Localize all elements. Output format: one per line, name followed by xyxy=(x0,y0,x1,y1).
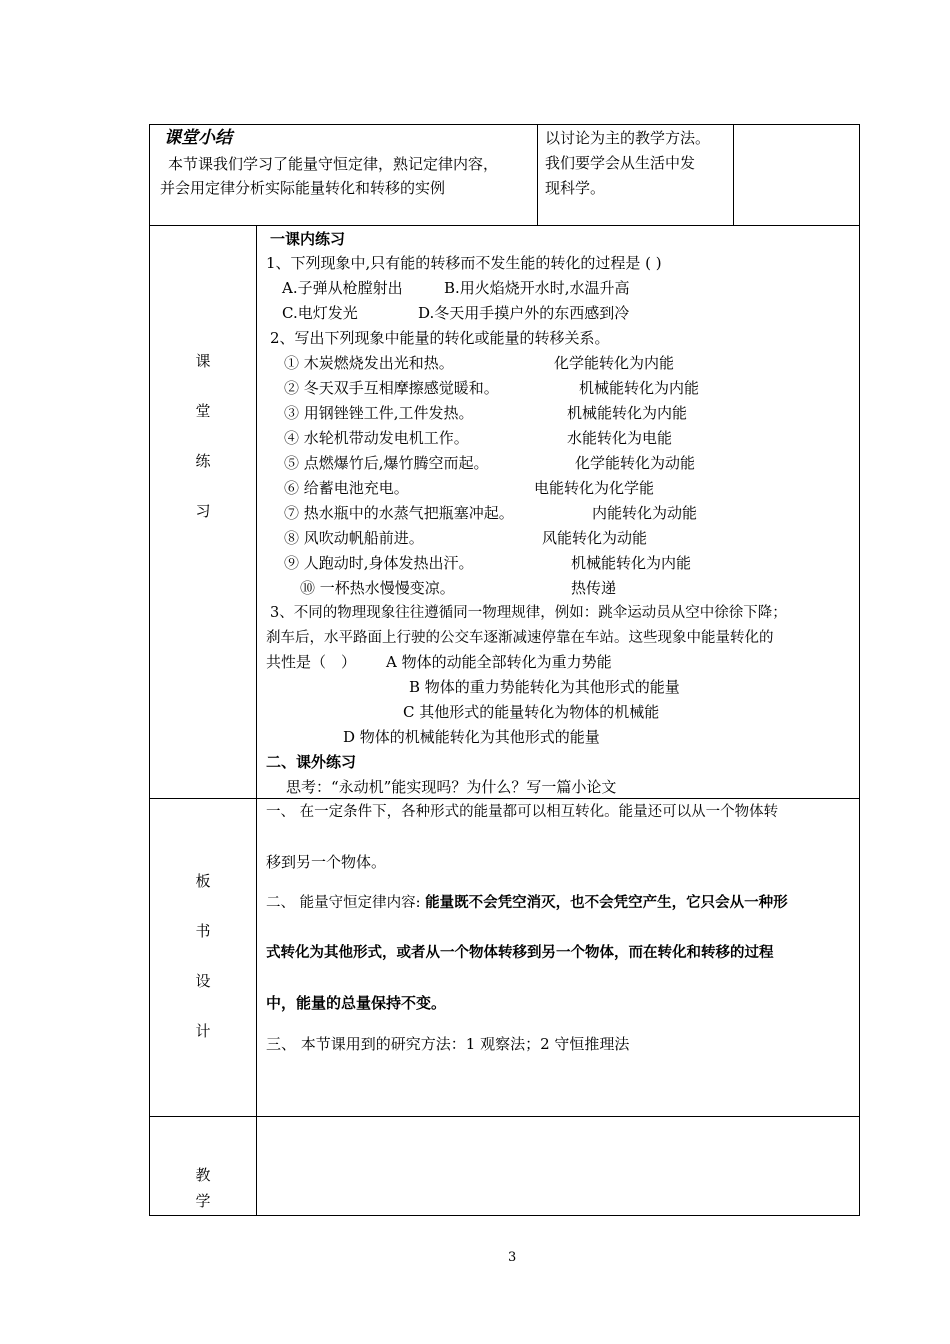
q2-item: ⑥ 给蓄电池充电。 xyxy=(284,479,409,497)
q2-answer: 化学能转化为内能 xyxy=(554,354,675,372)
q1-option-a: A.子弹从枪膛射出 xyxy=(282,279,403,297)
q2-answer: 水能转化为电能 xyxy=(567,429,673,447)
practice-label-char: 堂 xyxy=(195,402,211,420)
board-label-char: 计 xyxy=(195,1022,211,1040)
q3-line-2: 刹车后，水平路面上行驶的公交车逐渐减速停靠在车站。这些现象中能量转化的 xyxy=(266,630,774,646)
board-p2-prefix: 二、 能量守恒定律内容: xyxy=(266,895,426,911)
q2-item: ⑨ 人跑动时,身体发热出汗。 xyxy=(284,554,474,572)
q2-answer: 电能转化为化学能 xyxy=(534,479,655,497)
q2-answer: 内能转化为动能 xyxy=(592,504,698,522)
reflection-label-char: 教 xyxy=(195,1166,211,1184)
q1-option-c: C.电灯发光 xyxy=(282,304,358,322)
summary-line-2: 并会用定律分析实际能量转化和转移的实例 xyxy=(160,179,446,197)
q2-item: ⑧ 风吹动帆船前进。 xyxy=(284,529,424,547)
section1-title: 一课内练习 xyxy=(270,230,346,248)
practice-label-char: 习 xyxy=(195,502,211,520)
q2-item: ⑩ 一杯热水慢慢变凉。 xyxy=(300,579,455,597)
board-p2-line-2: 式转化为其他形式，或者从一个物体转移到另一个物体，而在转化和转移的过程 xyxy=(266,944,774,961)
q2-answer: 机械能转化为内能 xyxy=(579,379,700,397)
q2-answer: 热传递 xyxy=(571,579,617,597)
q3-option-a: A 物体的动能全部转化为重力势能 xyxy=(386,653,612,671)
board-p2-line-1 xyxy=(266,893,788,913)
q3-line-1: 3、不同的物理现象往往遵循同一物理规律，例如：跳伞运动员从空中徐徐下降； xyxy=(270,605,787,621)
q3-option-c: C 其他形式的能量转化为物体的机械能 xyxy=(403,703,660,721)
q1-option-b: B.用火焰烧开水时,水温升高 xyxy=(444,279,630,297)
practice-label-char: 练 xyxy=(195,452,211,470)
q2-answer: 机械能转化为内能 xyxy=(567,404,688,422)
q1-stem: 1、下列现象中,只有能的转移而不发生能的转化的过程是 ( ) xyxy=(266,254,662,272)
reflection-label-char: 学 xyxy=(195,1192,211,1210)
think-prompt: 思考：“永动机”能实现吗？为什么？写一篇小论文 xyxy=(286,778,617,796)
board-p1-line-1: 一、 在一定条件下，各种形式的能量都可以相互转化。能量还可以从一个物体转 xyxy=(266,804,779,820)
q2-item: ③ 用钢锉锉工件,工件发热。 xyxy=(284,404,474,422)
board-label-char: 设 xyxy=(195,972,211,990)
q2-item: ⑦ 热水瓶中的水蒸气把瓶塞冲起。 xyxy=(284,504,514,522)
practice-label-char: 课 xyxy=(195,352,211,370)
board-p1-line-2: 移到另一个物体。 xyxy=(266,853,387,871)
q2-item: ① 木炭燃烧发出光和热。 xyxy=(284,354,454,372)
method-line-2: 我们要学会从生活中发 xyxy=(545,154,696,172)
section2-title: 二、课外练习 xyxy=(266,753,357,771)
q2-answer: 风能转化为动能 xyxy=(542,529,648,547)
board-p2-line-3: 中，能量的总量保持不变。 xyxy=(266,994,447,1012)
q2-answer: 机械能转化为内能 xyxy=(571,554,692,572)
method-line-1: 以讨论为主的教学方法。 xyxy=(545,129,711,147)
q2-item: ⑤ 点燃爆竹后,爆竹腾空而起。 xyxy=(284,454,489,472)
board-p3: 三、 本节课用到的研究方法：1 观察法；2 守恒推理法 xyxy=(266,1035,630,1053)
q3-option-d: D 物体的机械能转化为其他形式的能量 xyxy=(343,728,600,746)
page-number: 3 xyxy=(508,1250,517,1265)
q3-line-3: 共性是（ ） xyxy=(266,653,357,671)
q2-item: ② 冬天双手互相摩擦感觉暖和。 xyxy=(284,379,499,397)
q3-option-b: B 物体的重力势能转化为其他形式的能量 xyxy=(409,678,680,696)
q2-stem: 2、写出下列现象中能量的转化或能量的转移关系。 xyxy=(270,329,610,347)
q2-answer: 化学能转化为动能 xyxy=(575,454,696,472)
board-label-char: 板 xyxy=(195,872,211,890)
method-line-3: 现科学。 xyxy=(545,179,606,197)
summary-heading: 课堂小结 xyxy=(164,128,232,148)
board-p2-bold-1: 能量既不会凭空消灭，也不会凭空产生，它只会从一种形 xyxy=(425,894,788,911)
q2-item: ④ 水轮机带动发电机工作。 xyxy=(284,429,469,447)
board-label-char: 书 xyxy=(195,922,211,940)
summary-line-1: 本节课我们学习了能量守恒定律，熟记定律内容， xyxy=(168,155,499,173)
q1-option-d: D.冬天用手摸户外的东西感到冷 xyxy=(418,304,630,322)
